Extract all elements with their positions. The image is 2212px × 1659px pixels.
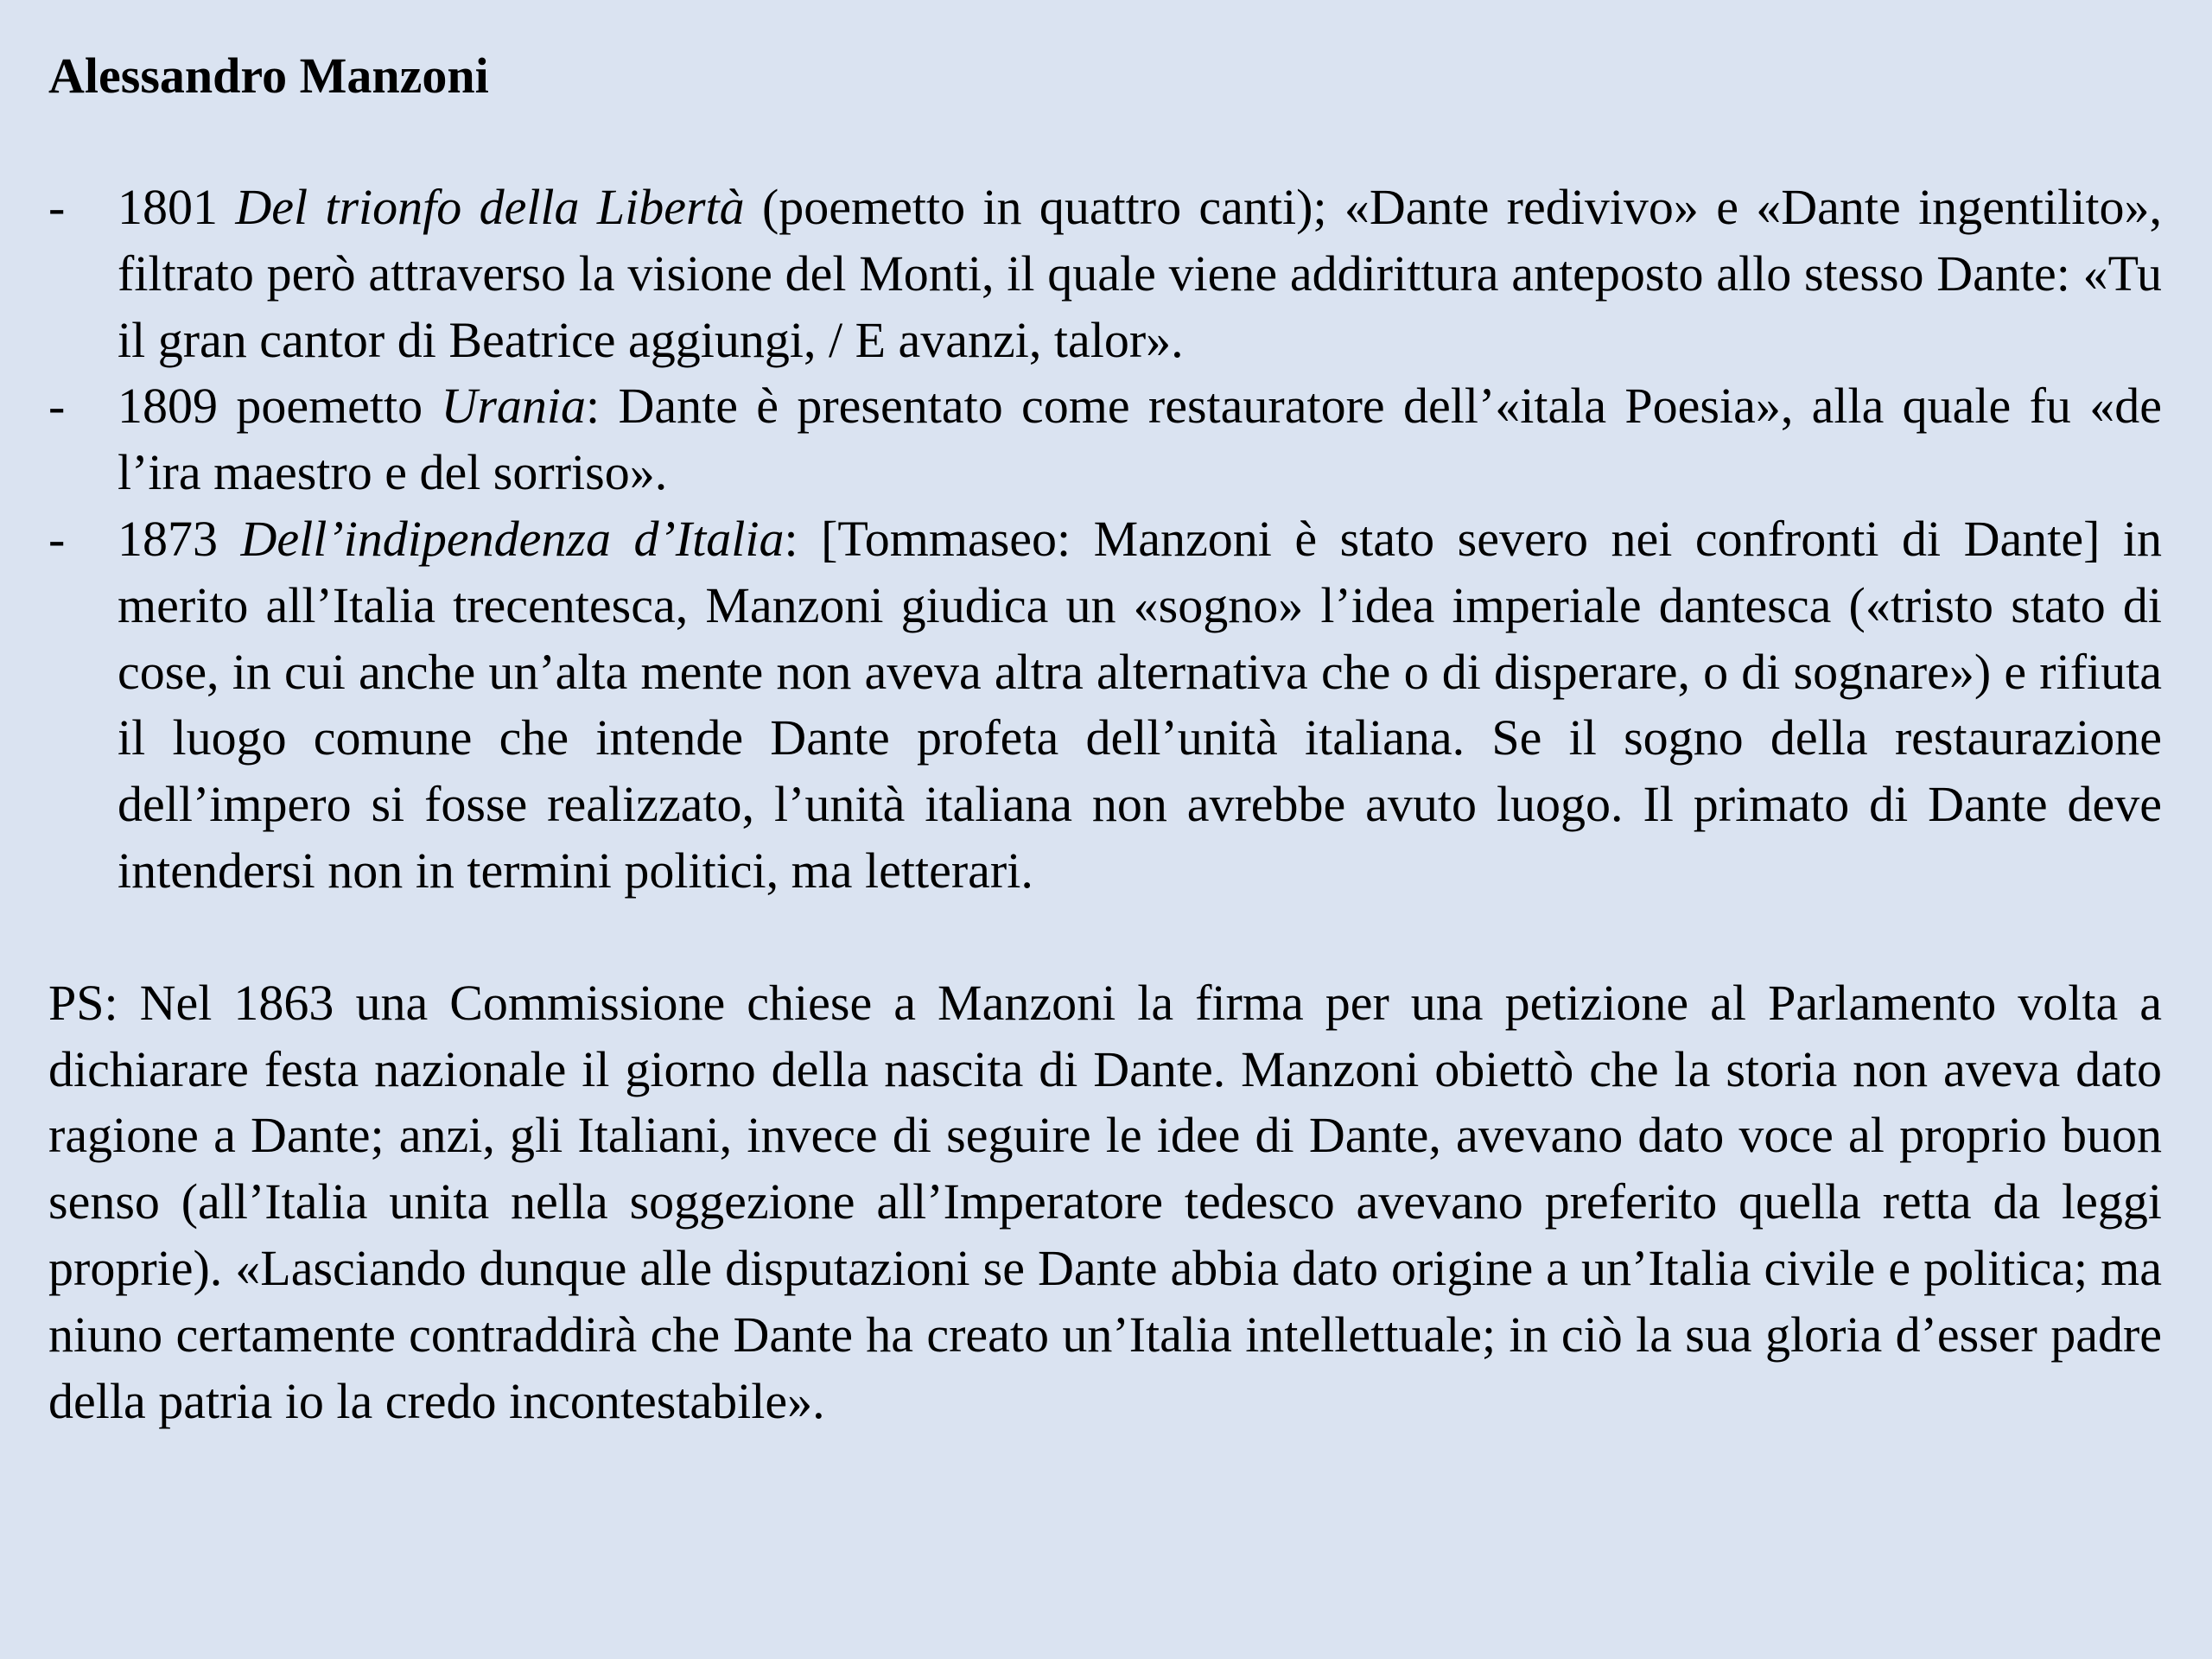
list-item [48, 175, 2162, 373]
list-item-text [118, 373, 2162, 506]
document-title: Alessandro Manzoni [48, 48, 489, 104]
list-item-description: : [Tommaseo: Manzoni è stato severo nei confronti di Dante] in merito all’Italia trecentesca, Manzoni giudica un «sogno» l’idea imperiale dantesca («tristo stato di cose, in cui anche un’alta mente non aveva altra alternativa che o di disperare, o di sognare») e rifiuta il luogo comune che intende Dante profeta dell’unità italiana. Se il sogno della restaurazione dell’impero si fosse realizzato, l’unità italiana non avrebbe avuto luogo. Il primato di Dante deve intendersi non in termini politici, ma letterari. [118, 510, 2163, 899]
list-item [48, 373, 2162, 506]
list-item-year: 1809 poemetto [118, 378, 442, 435]
postscript-paragraph: PS: Nel 1863 una Commissione chiese a Manzoni la firma per una petizione al Parlamento volta a dichiarare festa nazionale il giorno della nascita di Dante. Manzoni obiettò che la storia non aveva dato ragione a Dante; anzi, gli Italiani, invece di seguire le idee di Dante, avevano dato voce al proprio buon senso (all’Italia unita nella soggezione all’Imperatore tedesco avevano preferito quella retta da leggi proprie). «Lasciando dunque alle disputazioni se Dante abbia dato origine a un’Italia civile e politica; ma niuno certamente contraddirà che Dante ha creato un’Italia intellettuale; in ciò la sua gloria d’esser padre della patria io la credo incontestabile». [48, 974, 2162, 1429]
bullet-list [48, 175, 2162, 905]
list-item-text [118, 506, 2162, 905]
list-item-text [118, 175, 2162, 373]
list-item-year: 1873 [118, 510, 241, 567]
list-item-description: : Dante è presentato come restauratore dell’«itala Poesia», alla quale fu «de l’ira maestro e del sorriso». [118, 378, 2162, 501]
work-title: Urania [441, 378, 587, 435]
bullet-marker: - [48, 179, 66, 235]
list-item [48, 506, 2162, 905]
list-item-description: (poemetto in quattro canti); «Dante redivivo» e «Dante ingentilito», filtrato però attraverso la visione del Monti, il quale viene addirittura anteposto allo stesso Dante: «Tu il gran cantor di Beatrice aggiungi, / E avanzi, talor». [118, 179, 2163, 368]
bullet-marker: - [48, 378, 66, 435]
work-title: Dell’indipendenza d’Italia [240, 510, 785, 567]
list-item-year: 1801 [118, 179, 236, 235]
bullet-marker: - [48, 510, 66, 567]
work-title: Del trionfo della Libertà [235, 179, 745, 235]
